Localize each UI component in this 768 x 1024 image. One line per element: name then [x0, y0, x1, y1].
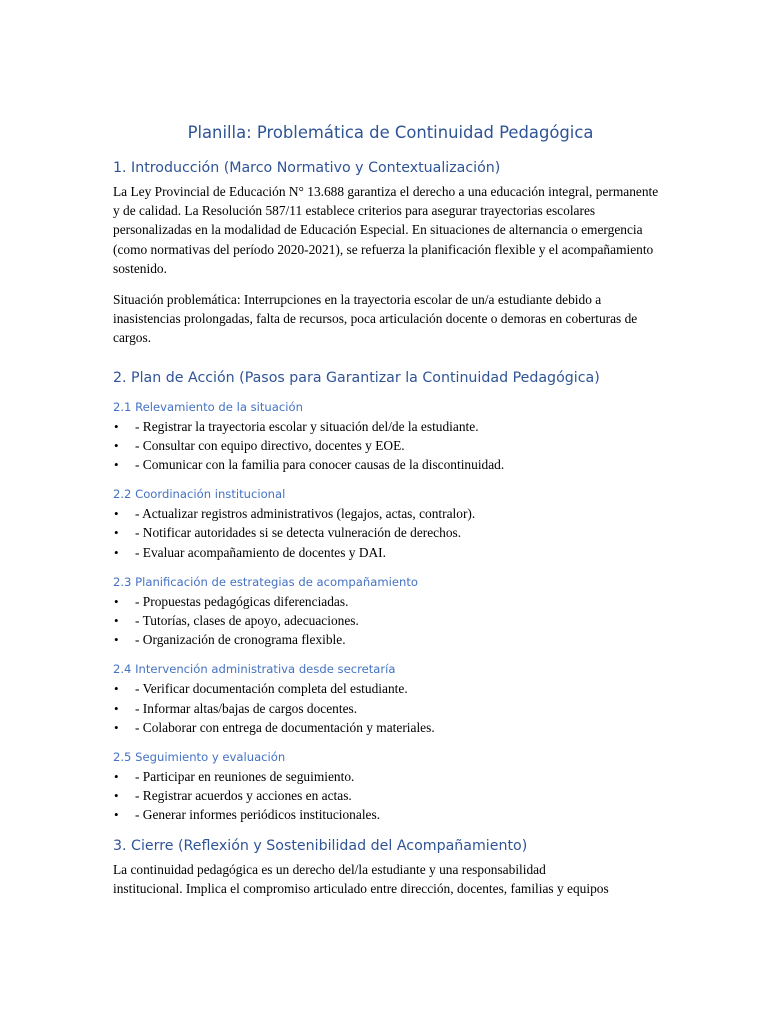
bullet-icon: •	[114, 700, 119, 716]
list-item-text: - Registrar la trayectoria escolar y situación del/de la estudiante.	[135, 418, 479, 434]
list-item-text: - Evaluar acompañamiento de docentes y DAI.	[135, 544, 386, 560]
bullet-icon: •	[114, 544, 119, 560]
bullet-icon: •	[114, 632, 119, 648]
list-item	[113, 786, 668, 805]
list-item-text: - Actualizar registros administrativos (legajos, actas, contralor).	[135, 506, 476, 522]
bullet-icon: •	[114, 457, 119, 473]
list-item-text: - Registrar acuerdos y acciones en actas.	[135, 788, 352, 804]
list-item	[113, 679, 668, 698]
bullet-icon: •	[114, 525, 119, 541]
section-1-heading: 1. Introducción (Marco Normativo y Contextualización)	[113, 160, 501, 176]
list-item-text: - Participar en reuniones de seguimiento.	[135, 769, 355, 785]
bullet-icon: •	[114, 719, 119, 735]
subsection-2-1-list	[113, 417, 668, 475]
section-1-paragraph-1: La Ley Provincial de Educación N° 13.688 garantiza el derecho a una educación integral, permanente y de calidad. La Resolución 587/11 establece criterios para asegurar trayectorias escolares personalizadas en la modalidad de Educación Especial. En situaciones de alternancia o emergencia (como normativas del período 2020-2021), se refuerza la planificación flexible y el acompañamiento sostenido.	[113, 184, 659, 276]
section-3-paragraph-line-2: institucional. Implica el compromiso articulado entre dirección, docentes, familias y equipos	[113, 880, 609, 896]
bullet-icon: •	[114, 681, 119, 697]
list-item	[113, 455, 668, 474]
list-item	[113, 417, 668, 436]
list-item-text: - Organización de cronograma flexible.	[135, 632, 346, 648]
list-item-text: - Colaborar con entrega de documentación y materiales.	[135, 719, 435, 735]
bullet-icon: •	[114, 418, 119, 434]
list-item-text: - Notificar autoridades si se detecta vulneración de derechos.	[135, 525, 462, 541]
list-item-text: - Consultar con equipo directivo, docentes y EOE.	[135, 437, 405, 453]
subsection-2-5-heading: 2.5 Seguimiento y evaluación	[113, 750, 286, 765]
list-item	[113, 767, 668, 786]
list-item	[113, 718, 668, 737]
subsection-2-3-list	[113, 592, 668, 650]
subsection-2-5-list	[113, 767, 668, 825]
list-item-text: - Verificar documentación completa del estudiante.	[135, 681, 408, 697]
subsection-2-4-heading: 2.4 Intervención administrativa desde secretaría	[113, 662, 396, 677]
list-item-text: - Informar altas/bajas de cargos docentes.	[135, 700, 358, 716]
list-item	[113, 523, 668, 542]
bullet-icon: •	[114, 506, 119, 522]
bullet-icon: •	[114, 613, 119, 629]
bullet-icon: •	[114, 769, 119, 785]
list-item-text: - Generar informes periódicos institucionales.	[135, 807, 381, 823]
subsection-2-4-list	[113, 679, 668, 737]
list-item	[113, 805, 668, 824]
section-3-heading: 3. Cierre (Reflexión y Sostenibilidad del Acompañamiento)	[113, 837, 528, 854]
list-item-text: - Tutorías, clases de apoyo, adecuaciones.	[135, 613, 359, 629]
list-item	[113, 543, 668, 562]
list-item	[113, 592, 668, 611]
bullet-icon: •	[114, 788, 119, 804]
list-item	[113, 630, 668, 649]
bullet-icon: •	[114, 593, 119, 609]
section-2-heading: 2. Plan de Acción (Pasos para Garantizar la Continuidad Pedagógica)	[113, 369, 600, 386]
document-title: Planilla: Problemática de Continuidad Pedagógica	[187, 123, 594, 142]
list-item	[113, 504, 668, 523]
section-3-paragraph-line-1: La continuidad pedagógica es un derecho del/la estudiante y una responsabilidad	[113, 861, 546, 877]
subsection-2-2-list	[113, 504, 668, 562]
subsection-2-1-heading: 2.1 Relevamiento de la situación	[113, 399, 303, 414]
list-item-text: - Comunicar con la familia para conocer causas de la discontinuidad.	[135, 457, 505, 473]
list-item	[113, 699, 668, 718]
bullet-icon: •	[114, 807, 119, 823]
list-item	[113, 436, 668, 455]
subsection-2-2-heading: 2.2 Coordinación institucional	[113, 487, 286, 502]
list-item-text: - Propuestas pedagógicas diferenciadas.	[135, 593, 349, 609]
section-1-paragraph-2: Situación problemática: Interrupciones en la trayectoria escolar de un/a estudiante debido a inasistencias prolongadas, falta de recursos, poca articulación docente o demoras en coberturas de cargos.	[113, 292, 638, 346]
list-item	[113, 611, 668, 630]
bullet-icon: •	[114, 437, 119, 453]
subsection-2-3-heading: 2.3 Planificación de estrategias de acompañamiento	[113, 574, 418, 589]
